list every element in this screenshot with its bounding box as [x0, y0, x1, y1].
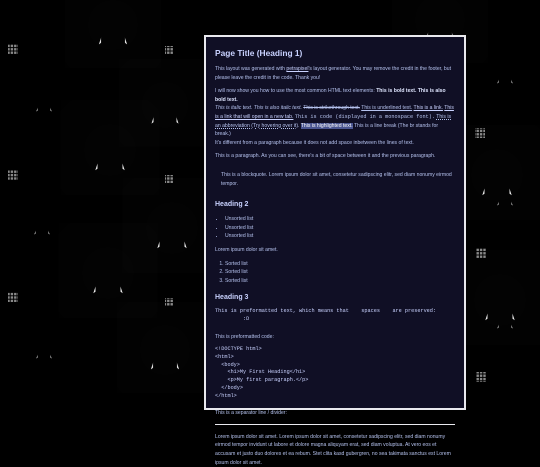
example-link[interactable]: This is a link. — [413, 105, 443, 112]
star-icon — [32, 335, 57, 359]
petrapixel-link[interactable]: petrapixel — [286, 66, 309, 72]
italic-text-2: This is also italic text. — [253, 105, 302, 112]
new-tab-link[interactable]: This is a link that will open in a new tab. — [215, 105, 454, 120]
highlighted-text: This is highlighted text. — [300, 122, 353, 129]
preformatted-text: This is preformatted text, which means that spaces are preserved: :D — [215, 308, 437, 322]
star-icon — [493, 60, 518, 84]
list-item: 3. Sorted list — [225, 277, 455, 286]
star-icon — [32, 88, 57, 112]
strikethrough-text: This is strikethrough text. — [303, 105, 360, 112]
elements-paragraph — [215, 87, 455, 147]
blockquote: This is a blockquote. Lorem ipsum dolor sit amet, consetetur sadipscing elitr, sed diam nonumy eirmod tempor. — [221, 171, 452, 187]
divider — [215, 424, 455, 425]
page-title: Page Title (Heading 1) — [215, 48, 303, 58]
text: I will now show you how to use the most common HTML text elements: — [215, 88, 377, 95]
divider-label: This is a separator line / divider: — [215, 410, 287, 417]
list-item: 2. Sorted list — [225, 268, 455, 277]
bold-text: This is bold text. — [376, 88, 417, 95]
intro-paragraph — [215, 65, 455, 82]
bold-text-2: This is also bold text. — [215, 88, 446, 103]
star-icon — [30, 211, 55, 235]
code-text: This is code (displayed in a monospace font). — [294, 113, 435, 120]
star-icon — [475, 274, 524, 321]
unsorted-list — [215, 215, 455, 241]
star-icon — [141, 325, 189, 370]
star-icon — [147, 202, 196, 249]
abbreviation[interactable]: This is an abbreviation (Try hovering over it). — [215, 113, 451, 129]
star-icon — [493, 182, 518, 206]
lorem-long: Lorem ipsum dolor sit amet. Lorem ipsum dolor sit amet, consetetur sadipscing elitr, sed diam nonumy eirmod tempor invidunt ut labore et dolore magna aliquyam erat, sed diam voluptua. At vero eos et accusam et justo duo dolores et ea rebum. Stet clita kasd gubergren, no sea takimata sanctus est Lorem ipsum dolor sit amet. — [215, 433, 451, 466]
star-icon — [89, 0, 137, 45]
heading-3: Heading 3 — [215, 294, 249, 302]
heading-2: Heading 2 — [215, 201, 249, 209]
preformatted-code-label: This is preformatted code: — [215, 333, 274, 340]
lorem-short: Lorem ipsum dolor sit amet. — [215, 246, 278, 253]
content-panel — [204, 35, 466, 466]
list-item: • Unsorted list — [225, 232, 455, 241]
star-icon — [142, 81, 188, 124]
paragraph: This is a paragraph. As you can see, there's a bit of space between it and the previous paragraph. — [215, 153, 436, 160]
line-break-text: This is a line break (The br stands for break.) — [215, 122, 439, 138]
preformatted-code: <!DOCTYPE html> <html> <body> <h1>My First Heading</h1> <p>My first paragraph.</p> </body> </html> — [215, 346, 309, 399]
star-icon — [83, 247, 132, 294]
star-icon — [472, 149, 521, 196]
intro-text-end: 's layout generator. You may remove the credit in the footer, but please leave the credit in the code. Thank you! — [215, 66, 452, 81]
star-icon — [85, 124, 134, 171]
underlined-text: This is underlined text. — [361, 105, 413, 112]
intro-text: This layout was generated with — [215, 66, 287, 72]
list-item: • Unsorted list — [225, 215, 455, 224]
sorted-list — [215, 260, 455, 286]
italic-text: This is italic text. — [215, 105, 253, 112]
list-item: • Unsorted list — [225, 224, 455, 233]
paragraph-note: It's different from a paragraph because it does not add space inbetween the lines of text. — [215, 139, 414, 146]
list-item: 1. Sorted list — [225, 260, 455, 269]
